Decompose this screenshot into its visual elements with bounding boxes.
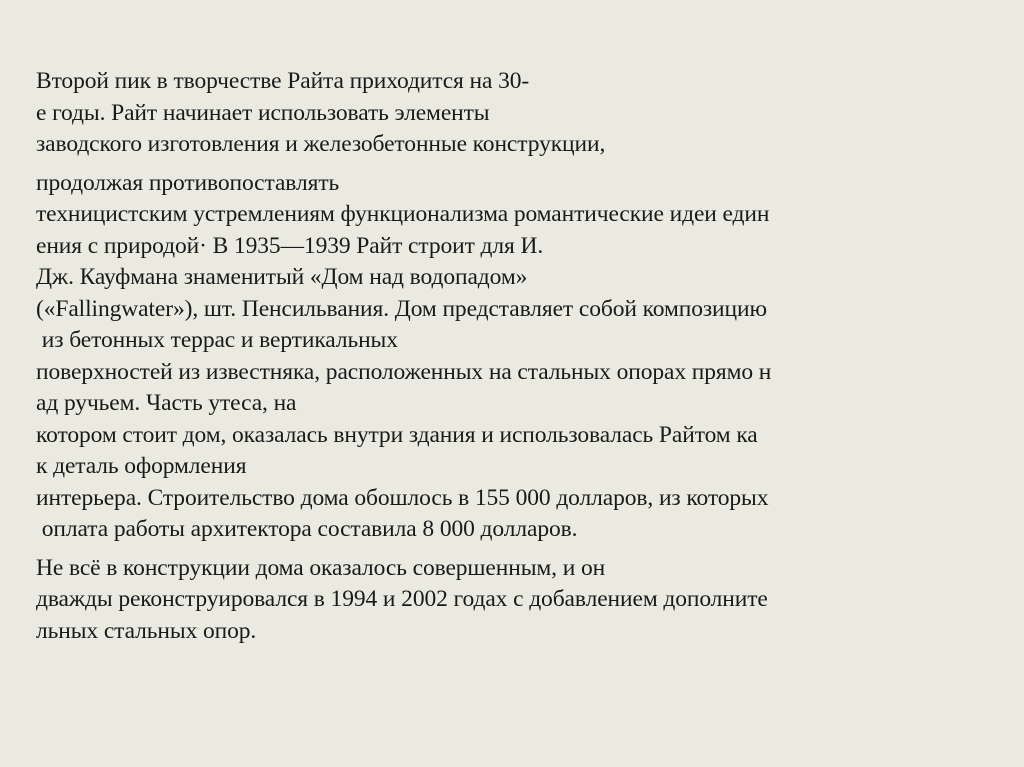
text-line: Второй пик в творчестве Райта приходится на 30- <box>36 68 530 94</box>
text-line: Не всё в конструкции дома оказалось совершенным, и он <box>36 554 606 581</box>
text-line: заводского изготовления и железобетонные конструкции, <box>36 131 606 157</box>
text-line: продолжая противопоставлять <box>36 169 340 196</box>
text-line: интерьера. Строительство дома обошлось в 155 000 долларов, из которых <box>36 484 769 511</box>
text-line: оплата работы архитектора составила 8 000 долларов. <box>36 516 578 542</box>
text-line: дважды реконструировался в 1994 и 2002 годах с добавлением дополните <box>36 586 768 612</box>
text-line: Дж. Кауфмана знаменитый «Дом над водопадом» <box>36 264 528 290</box>
text-line: е годы. Райт начинает использовать элементы <box>36 99 490 126</box>
paragraph-3 <box>36 553 996 648</box>
text-line: («Fallingwater»), шт. Пенсильвания. Дом представляет собой композицию <box>36 295 767 322</box>
text-line: из бетонных террас и вертикальных <box>36 327 398 353</box>
text-line: льных стальных опор. <box>36 617 257 644</box>
paragraph-2 <box>36 168 996 546</box>
text-line: техницистским устремлениям функционализма романтические идеи един <box>36 201 770 227</box>
text-line: поверхностей из известняка, расположенных на стальных опорах прямо н <box>36 358 772 385</box>
text-line: к деталь оформления <box>36 453 247 479</box>
slide-body-text <box>36 66 996 647</box>
text-line: ения с природой· В 1935—1939 Райт строит для И. <box>36 232 544 259</box>
text-line: котором стоит дом, оказалась внутри здания и использовалась Райтом ка <box>36 421 758 448</box>
text-line: ад ручьем. Часть утеса, на <box>36 390 297 416</box>
paragraph-1 <box>36 66 996 161</box>
